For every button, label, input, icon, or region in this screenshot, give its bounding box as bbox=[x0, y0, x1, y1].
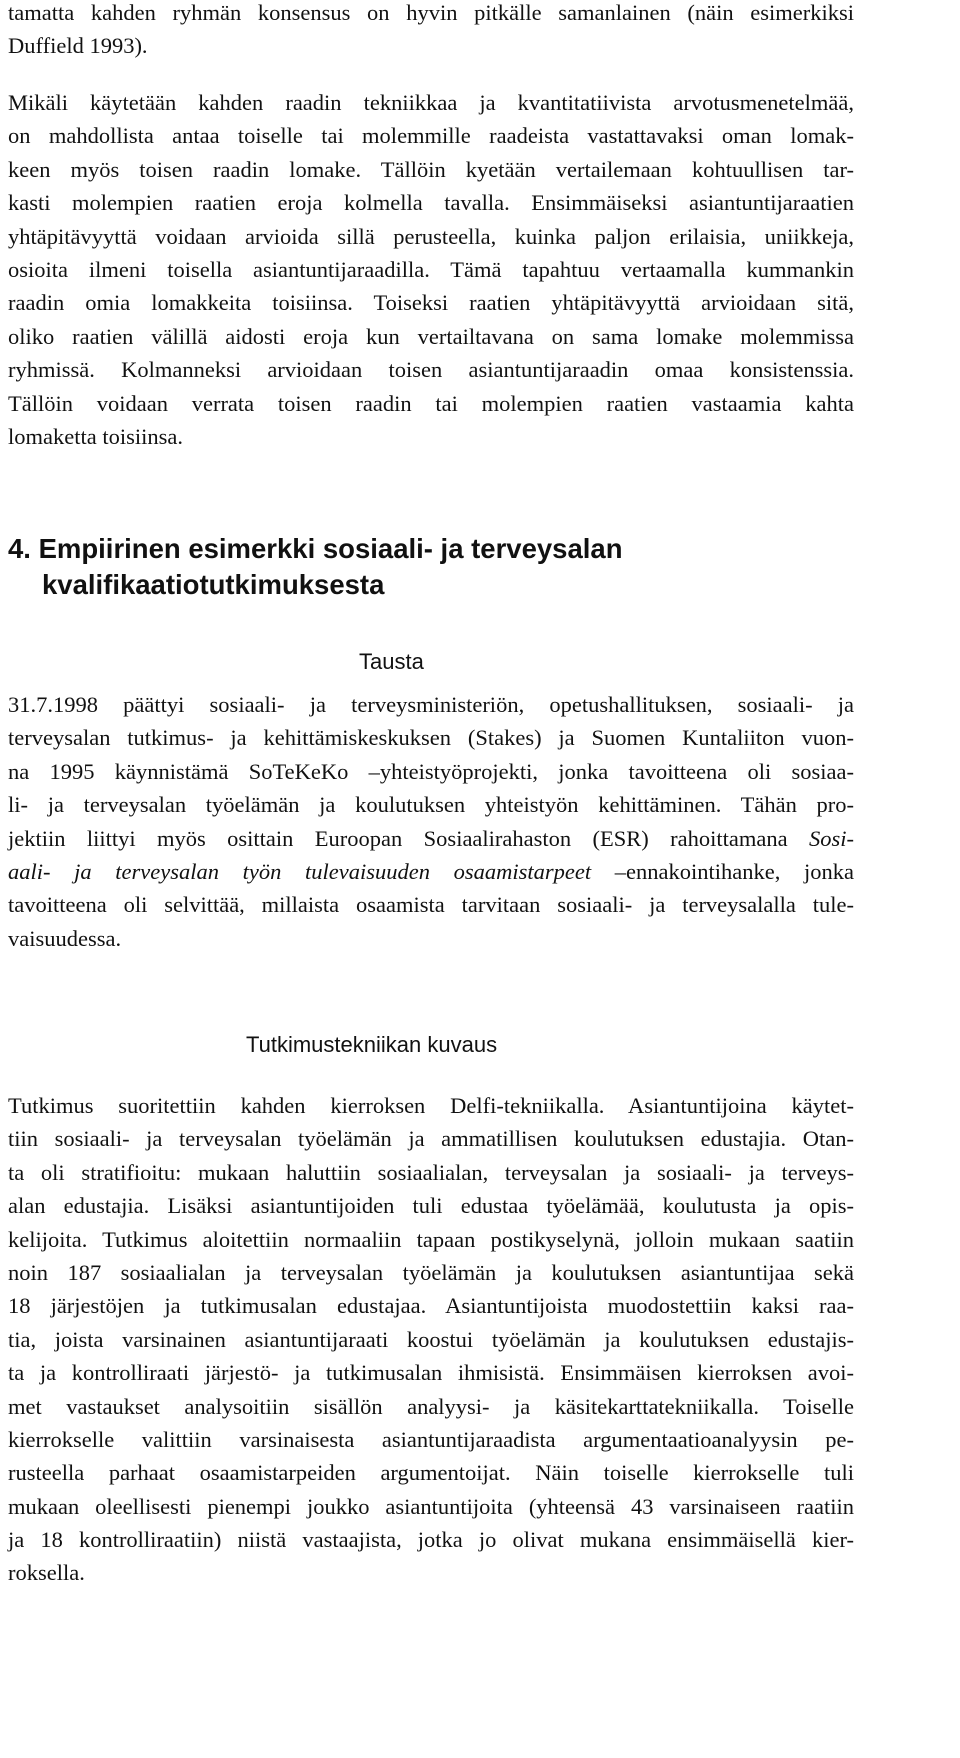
text-line: kasti molempien raatien eroja kolmella tavalla. Ensimmäiseksi asiantuntijaraatien bbox=[8, 190, 854, 216]
text-line: 18 järjestöjen ja tutkimusalan edustajaa. Asiantuntijoista muodostettiin kaksi raa- bbox=[8, 1293, 854, 1319]
paragraph-background bbox=[8, 688, 854, 955]
text-line: tiin sosiaali- ja terveysalan työelämän ja ammatillisen koulutuksen edustajia. Otan- bbox=[8, 1126, 854, 1152]
text-line: ja 18 kontrolliraatiin) niistä vastaajista, jotka jo olivat mukana ensimmäisellä kier- bbox=[8, 1527, 854, 1553]
text-line: raadin omia lomakkeita toisiinsa. Toiseksi raatien yhtäpitävyyttä arvioidaan sitä, bbox=[8, 290, 854, 316]
text-line: roksella. bbox=[8, 1560, 85, 1586]
subheading-background: Tausta bbox=[359, 649, 424, 674]
text-line: rusteella parhaat osaamistarpeiden argumentoijat. Näin toiselle kierrokselle tuli bbox=[8, 1460, 854, 1486]
text-line: na 1995 käynnistämä SoTeKeKo –yhteistyöprojekti, jonka tavoitteena oli sosiaa- bbox=[8, 758, 854, 784]
section-heading-line: kvalifikaatiotutkimuksesta bbox=[42, 569, 385, 600]
section-heading-line: 4. Empiirinen esimerkki sosiaali- ja terveysalan bbox=[8, 533, 623, 564]
text-line: Tällöin voidaan verrata toisen raadin tai molempien raatien vastaamia kahta bbox=[8, 390, 854, 416]
text-line: li- ja terveysalan työelämän ja koulutuksen yhteistyön kehittäminen. Tähän pro- bbox=[8, 792, 854, 818]
text-line: keen myös toisen raadin lomake. Tällöin kyetään vertailemaan kohtuullisen tar- bbox=[8, 156, 854, 182]
text-line: kierrokselle valittiin varsinaisesta asiantuntijaraadista argumentaatioanalyysin pe- bbox=[8, 1426, 854, 1452]
subheading-method: Tutkimustekniikan kuvaus bbox=[246, 1032, 498, 1057]
italic-project-name: aali- ja terveysalan työn tulevaisuuden osaamistarpeet bbox=[8, 858, 592, 884]
text-line: met vastaukset analysoitiin sisällön analyysi- ja käsitekarttatekniikalla. Toiselle bbox=[8, 1393, 854, 1419]
text-line: tamatta kahden ryhmän konsensus on hyvin pitkälle samanlainen (näin esimerkiksi bbox=[8, 0, 854, 25]
text-line: 31.7.1998 päättyi sosiaali- ja terveysministeriön, opetushallituksen, sosiaali- ja bbox=[8, 692, 854, 717]
text-line: lomaketta toisiinsa. bbox=[8, 423, 183, 449]
text-line: alan edustajia. Lisäksi asiantuntijoiden tuli edustaa työelämää, koulutusta ja opis- bbox=[8, 1193, 854, 1219]
text-line: Tutkimus suoritettiin kahden kierroksen Delfi-tekniikalla. Asiantuntijoina käytet- bbox=[8, 1093, 854, 1118]
text-line bbox=[8, 822, 854, 855]
paragraph-intro-continuation bbox=[8, 0, 854, 63]
text-line: osioita ilmeni toisella asiantuntijaraadilla. Tämä tapahtuu vertaamalla kummankin bbox=[8, 256, 854, 282]
text-line: ryhmissä. Kolmanneksi arvioidaan toisen asiantuntijaraadin omaa konsistenssia. bbox=[8, 357, 854, 383]
text-line: ta ja kontrolliraati järjestö- ja tutkimusalan ihmisistä. Ensimmäisen kierroksen avoi- bbox=[8, 1360, 854, 1386]
text-line: yhtäpitävyyttä voidaan arvioida sillä perusteella, kuinka paljon erilaisia, uniikkeja, bbox=[8, 223, 854, 249]
text-line: Duffield 1993). bbox=[8, 33, 148, 59]
text-line: kelijoita. Tutkimus aloitettiin normaaliin tapaan postikyselynä, jolloin mukaan saatiin bbox=[8, 1226, 854, 1252]
italic-project-name: Sosi- bbox=[809, 825, 854, 851]
text-run: jektiin liittyi myös osittain Euroopan Sosiaalirahaston (ESR) rahoittamana bbox=[8, 825, 809, 851]
text-line: vaisuudessa. bbox=[8, 925, 122, 951]
text-line: mukaan oleellisesti pienempi joukko asiantuntijoita (yhteensä 43 varsinaiseen raatiin bbox=[8, 1493, 854, 1519]
text-line: oliko raatien välillä aidosti eroja kun vertailtavana on sama lomake molemmissa bbox=[8, 323, 854, 349]
text-line: ta oli stratifioitu: mukaan haluttiin sosiaalialan, terveysalan ja sosiaali- ja terveys- bbox=[8, 1159, 854, 1185]
section-heading bbox=[8, 531, 623, 603]
text-line: noin 187 sosiaalialan ja terveysalan työelämän ja koulutuksen asiantuntijaa sekä bbox=[8, 1259, 854, 1285]
text-line: terveysalan tutkimus- ja kehittämiskeskuksen (Stakes) ja Suomen Kuntaliiton vuon- bbox=[8, 725, 854, 751]
text-line bbox=[8, 855, 854, 888]
text-line: Mikäli käytetään kahden raadin tekniikkaa ja kvantitatiivista arvotusmenetelmää, bbox=[8, 90, 854, 115]
paragraph-method bbox=[8, 1089, 854, 1590]
text-line: tavoitteena oli selvittää, millaista osaamista tarvitaan sosiaali- ja terveysalalla tule- bbox=[8, 892, 854, 918]
text-line: on mahdollista antaa toiselle tai molemmille raadeista vastattavaksi oman lomak- bbox=[8, 123, 854, 149]
text-run: –ennakointihanke, jonka bbox=[591, 858, 854, 884]
paragraph-two-panel-technique bbox=[8, 86, 854, 453]
text-line: tia, joista varsinainen asiantuntijaraati koostui työelämän ja koulutuksen edustajis- bbox=[8, 1326, 854, 1352]
